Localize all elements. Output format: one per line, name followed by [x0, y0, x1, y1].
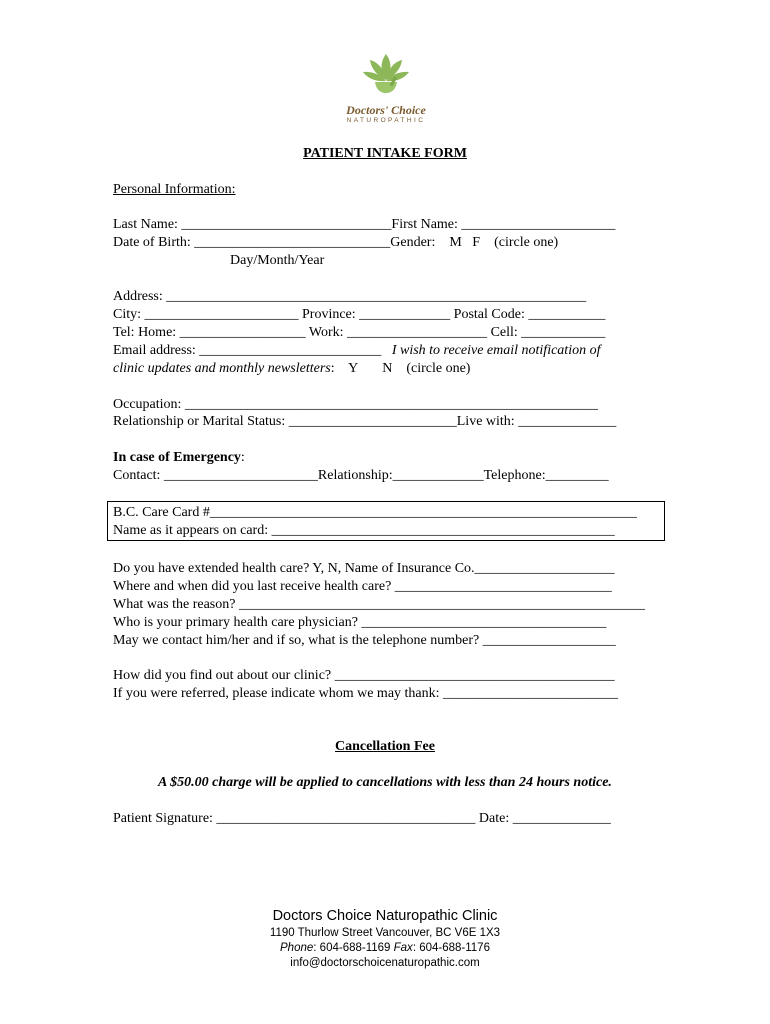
- newsletter-choice[interactable]: : Y N (circle one): [330, 361, 471, 376]
- question-referral[interactable]: If you were referred, please indicate whom we may thank: _________________________: [113, 686, 619, 701]
- newsletter-text: clinic updates and monthly newsletters: [113, 361, 331, 376]
- address-line[interactable]: Address: ____________________________________________________________: [113, 289, 587, 304]
- signature-line[interactable]: Patient Signature: _____________________________________ Date: ______________: [113, 811, 611, 826]
- dob-gender-line[interactable]: Date of Birth: ____________________________Gender: M F (circle one): [113, 235, 559, 250]
- footer-email: info@doctorschoicenaturopathic.com: [290, 957, 480, 969]
- email-line: [113, 342, 600, 360]
- question-contact-physician[interactable]: May we contact him/her and if so, what is the telephone number? ___________________: [113, 633, 616, 648]
- email-field[interactable]: Email address: __________________________: [113, 343, 382, 358]
- relationship-line[interactable]: Relationship or Marital Status: ________________________Live with: ______________: [113, 414, 617, 429]
- care-card-line[interactable]: B.C. Care Card #_____________________________________________________________: [113, 505, 637, 520]
- brand-subtitle: NATUROPATHIC: [346, 117, 426, 124]
- personal-info-heading: Personal Information:: [113, 182, 236, 197]
- emergency-heading: In case of Emergency:: [113, 450, 245, 465]
- cancellation-heading: Cancellation Fee: [335, 739, 435, 754]
- lotus-mortar-icon: [361, 52, 411, 96]
- brand-name: Doctors' Choice: [346, 103, 426, 117]
- email-notice: I wish to receive email notification of: [391, 343, 601, 358]
- footer-clinic-name: Doctors Choice Naturopathic Clinic: [272, 908, 498, 924]
- question-physician[interactable]: Who is your primary health care physician? ___________________________________: [113, 615, 607, 630]
- question-insurance[interactable]: Do you have extended health care? Y, N, Name of Insurance Co.____________________: [113, 561, 615, 576]
- dob-format-hint: Day/Month/Year: [230, 253, 325, 268]
- occupation-line[interactable]: Occupation: ___________________________________________________________: [113, 397, 598, 412]
- emergency-contact-line[interactable]: Contact: ______________________Relationship:_____________Telephone:_________: [113, 468, 609, 483]
- newsletter-line: [113, 360, 470, 378]
- city-line[interactable]: City: ______________________ Province: _____________ Postal Code: ___________: [113, 307, 606, 322]
- footer-address: 1190 Thurlow Street Vancouver, BC V6E 1X3: [269, 927, 501, 939]
- form-title: PATIENT INTAKE FORM: [303, 146, 467, 161]
- question-find-clinic[interactable]: How did you find out about our clinic? ________________________________________: [113, 668, 615, 683]
- cancellation-notice: A $50.00 charge will be applied to cancellations with less than 24 hours notice.: [158, 775, 612, 790]
- footer-contact: Phone: 604-688-1169 Fax: 604-688-1176: [280, 942, 490, 954]
- clinic-logo: [340, 52, 432, 125]
- question-reason[interactable]: What was the reason? __________________________________________________________: [113, 597, 645, 612]
- name-line[interactable]: Last Name: ______________________________First Name: ______________________: [113, 217, 616, 232]
- tel-line[interactable]: Tel: Home: __________________ Work: ____________________ Cell: ____________: [113, 325, 606, 340]
- card-name-line[interactable]: Name as it appears on card: _________________________________________________: [113, 523, 615, 538]
- question-last-care[interactable]: Where and when did you last receive health care? _______________________________: [113, 579, 612, 594]
